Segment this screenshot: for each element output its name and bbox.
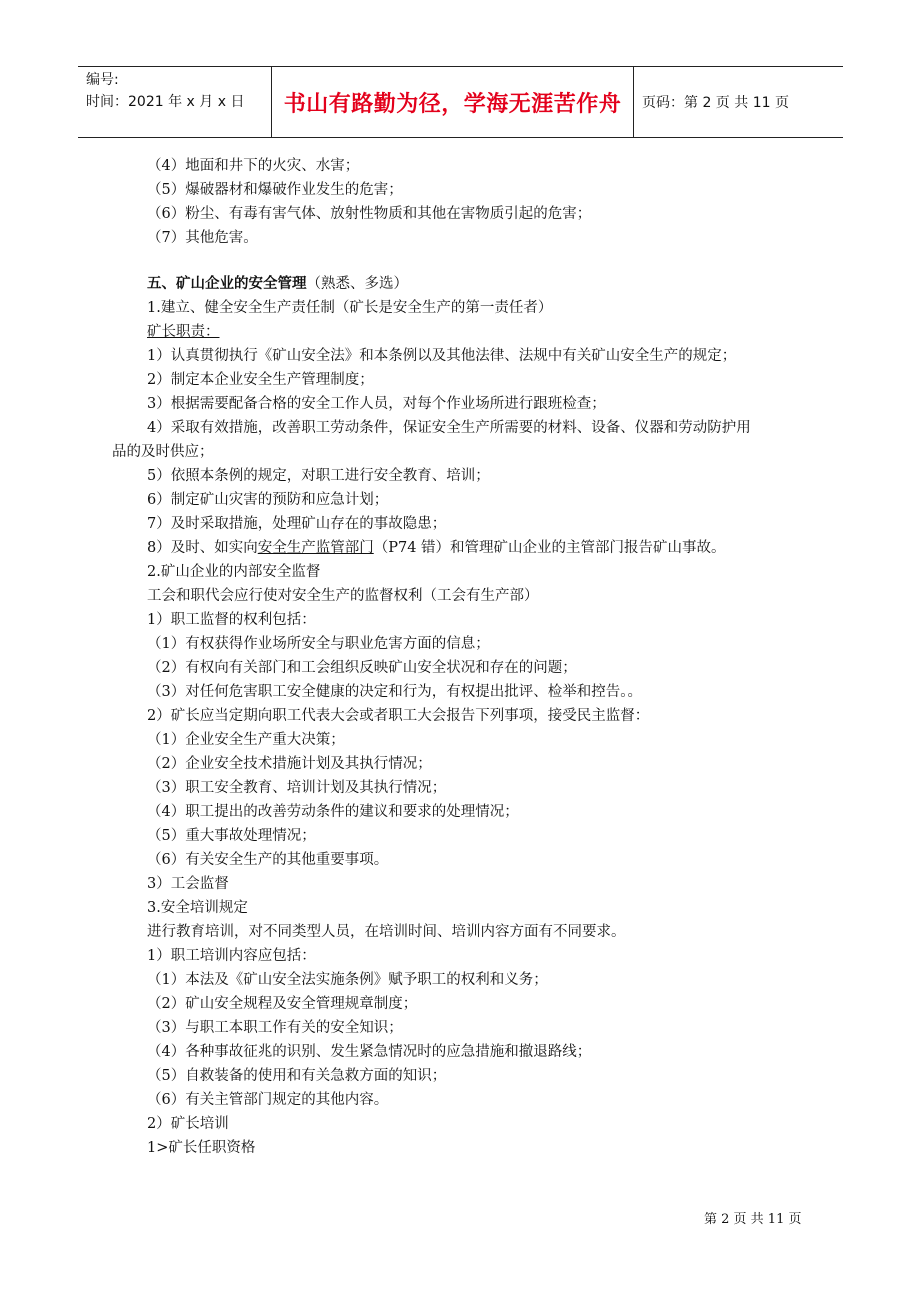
section-heading-title: 五、矿山企业的安全管理 [147,276,307,292]
worker-right-1: （1）有权获得作业场所安全与职业危害方面的信息； [147,636,490,652]
list-heading-report-items: 2）矿长应当定期向职工代表大会或者职工大会报告下列事项，接受民主监督： [147,708,650,724]
hazard-item-5: （5）爆破器材和爆破作业发生的危害； [147,182,403,198]
report-item-5: （5）重大事故处理情况； [147,828,316,844]
director-training-heading: 2）矿长培训 [147,1116,229,1132]
training-item-3: （3）与职工本职工作有关的安全知识； [147,1020,403,1036]
duty-item-4: 4）采取有效措施，改善职工劳动条件，保证安全生产所需要的材料、设备、仪器和劳动防护用 [147,420,751,436]
training-item-4: （4）各种事故征兆的识别、发生紧急情况时的应急措施和撤退路线； [147,1044,592,1060]
report-item-2: （2）企业安全技术措施计划及其执行情况； [147,756,432,772]
training-item-1: （1）本法及《矿山安全法实施条例》赋予职工的权利和义务； [147,972,548,988]
duty-item-2: 2）制定本企业安全生产管理制度； [147,372,374,388]
header-page-number: 页码：第 2 页 共 11 页 [642,95,789,111]
duty-item-1: 1）认真贯彻执行《矿山安全法》和本条例以及其他法律、法规中有关矿山安全生产的规定； [147,348,737,364]
duty-item-8-underlined: 安全生产监管部门 [257,540,374,556]
training-item-6: （6）有关主管部门规定的其他内容。 [147,1092,389,1108]
duty-item-3: 3）根据需要配备合格的安全工作人员，对每个作业场所进行跟班检查； [147,396,606,412]
worker-right-2: （2）有权向有关部门和工会组织反映矿山安全状况和存在的问题； [147,660,577,676]
list-heading-training-content: 1）职工培训内容应包括： [147,948,316,964]
report-item-3: （3）职工安全教育、培训计划及其执行情况； [147,780,447,796]
section-heading-note: （熟悉、多选） [306,276,408,292]
page-header [78,66,843,138]
director-qualification-heading: 1>矿长任职资格 [147,1140,256,1156]
duty-item-6: 6）制定矿山灾害的预防和应急计划； [147,492,389,508]
report-item-4: （4）职工提出的改善劳动条件的建议和要求的处理情况； [147,804,519,820]
paragraph-training: 进行教育培训，对不同类型人员，在培训时间、培训内容方面有不同要求。 [147,924,626,940]
list-heading-worker-rights: 1）职工监督的权利包括： [147,612,316,628]
training-item-5: （5）自救装备的使用和有关急救方面的知识； [147,1068,447,1084]
training-item-2: （2）矿山安全规程及安全管理规章制度； [147,996,418,1012]
duty-item-5: 5）依照本条例的规定，对职工进行安全教育、培训； [147,468,490,484]
duty-item-8-end: （P74 错）和管理矿山企业的主管部门报告矿山事故。 [373,540,726,556]
duty-item-7: 7）及时采取措施，处理矿山存在的事故隐患； [147,516,447,532]
document-time-label: 时间：2021 年 x 月 x 日 [86,94,245,110]
mine-director-duties-label: 矿长职责： [147,324,220,340]
duty-item-4-continued: 品的及时供应； [112,444,214,460]
report-item-1: （1）企业安全生产重大决策； [147,732,345,748]
section-heading-5 [112,272,812,296]
duty-item-8-start: 8）及时、如实向 [147,540,258,556]
paragraph-union: 工会和职代会应行使对安全生产的监督权利（工会有生产部） [147,588,539,604]
worker-right-3: （3）对任何危害职工安全健康的决定和行为，有权提出批评、检举和控告。。 [147,684,642,700]
union-supervision: 3）工会监督 [147,876,229,892]
subsection-2: 2.矿山企业的内部安全监督 [147,564,321,580]
subsection-3: 3.安全培训规定 [147,900,248,916]
hazard-item-6: （6）粉尘、有毒有害气体、放射性物质和其他在害物质引起的危害； [147,206,592,222]
header-meta [78,67,272,137]
duty-item-8 [112,536,812,560]
document-number-label: 编号: [86,72,119,88]
document-body [112,154,812,1160]
hazard-item-7: （7）其他危害。 [147,230,258,246]
report-item-6: （6）有关安全生产的其他重要事项。 [147,852,389,868]
header-motto: 书山有路勤为径，学海无涯苦作舟 [272,67,634,137]
hazard-item-4: （4）地面和井下的火灾、水害； [147,158,360,174]
paragraph-gap [112,250,812,272]
page-footer-number: 第 2 页 共 11 页 [704,1212,802,1227]
subsection-1: 1.建立、健全安全生产责任制（矿长是安全生产的第一责任者） [147,300,553,316]
